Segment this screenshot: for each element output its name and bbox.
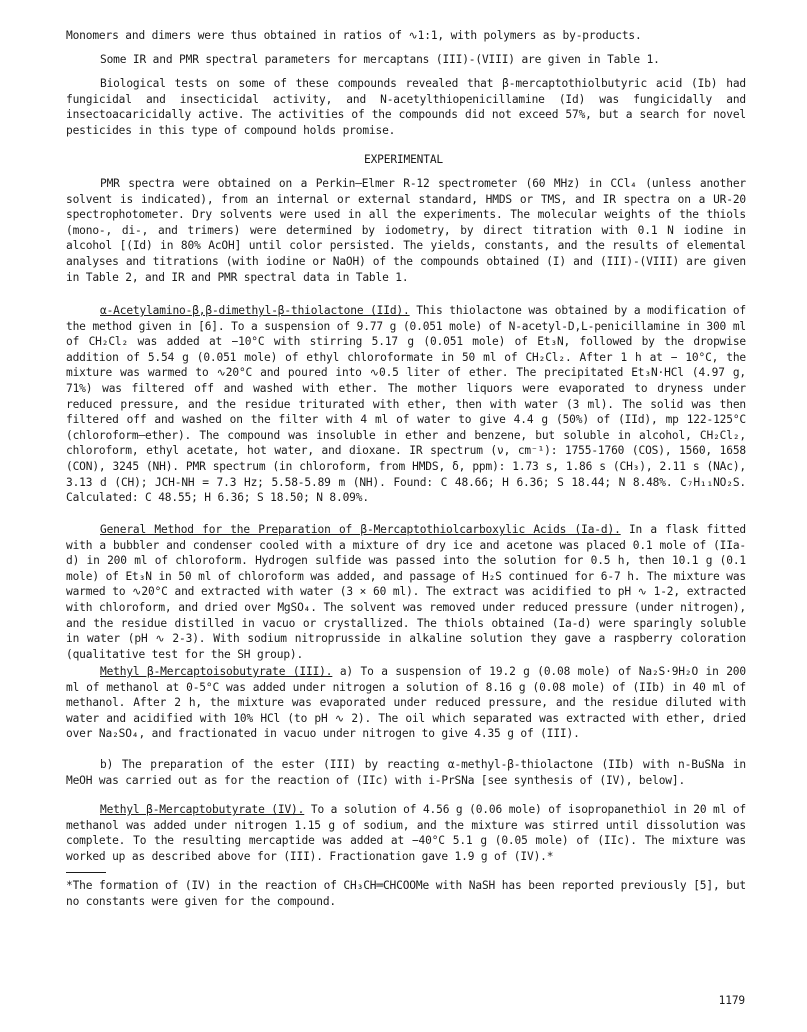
paragraph-text: PMR spectra were obtained on a Perkin—Elmer R-12 spectrometer (60 MHz) in CCl₄ (unless another solvent is indicated), from an internal or external standard, HMDS or TMS, and IR spectra on a UR-20 spectrophotometer. Dry solvents were used in all the experiments. The molecular weights of the thiols (mono-, di-, and trimers) were determined by iodometry, by direct titration with 0.1 N iodine in alcohol [(Id) in 80% AcOH] until color persisted. The yields, constants, and the results of elemental analyses and titrations (with iodine or NaOH) of the compounds obtained (I) and (III)-(VIII) are given in Table 2, and IR and PMR spectral data in Table 1.: [66, 177, 746, 284]
footnote-text: *The formation of (IV) in the reaction of CH₃CH═CHCOOMe with NaSH has been reported previously [5], but no constants were given for the compound.: [66, 879, 746, 908]
subsection-title: Methyl β-Mercaptobutyrate (IV).: [100, 803, 305, 816]
paragraph-methyl-mercaptoisobutyrate: [66, 664, 746, 742]
paragraph-text: a) To a suspension of 19.2 g (0.08 mole) of Na₂S·9H₂O in 200 ml of methanol at 0-5°C was added under nitrogen a solution of 8.16 g (0.08 mole) of (IIb) in 40 ml of methanol. After 2 h, the mixture was evaporated under reduced pressure, and the residue diluted with water and acidified with 10% HCl (to pH ∿ 2). The oil which separated was extracted with ether, dried over Na₂SO₄, and fractionated in vacuo under nitrogen to give 4.35 g of (III).: [66, 665, 746, 741]
paragraph-general-method: [66, 522, 746, 662]
paragraph-text: b) The preparation of the ester (III) by reacting α-methyl-β-thiolactone (IIb) with n-BuSNa in MeOH was carried out as for the reaction of (IIc) with i-PrSNa [see synthesis of (IV), below].: [66, 758, 746, 787]
paragraph-text: Some IR and PMR spectral parameters for mercaptans (III)-(VIII) are given in Table 1.: [100, 53, 660, 66]
paragraph-ester-preparation: [66, 757, 746, 788]
paragraph-pmr-spectra: [66, 176, 746, 285]
paragraph-methyl-mercaptobutyrate: [66, 802, 746, 864]
paragraph-text: Biological tests on some of these compounds revealed that β-mercaptothiolbutyric acid (Ib) had fungicidal and insecticidal activity, and N-acetylthiopenicillamine (Id) was fungicidally and insectoacaricidally active. The activities of the compounds did not exceed 57%, but a search for novel pesticides in this type of compound holds promise.: [66, 77, 746, 137]
subsection-title: Methyl β-Mercaptoisobutyrate (III).: [100, 665, 333, 678]
paragraph-text: To a solution of 4.56 g (0.06 mole) of isopropanethiol in 20 ml of methanol was added under nitrogen 1.15 g of sodium, and the mixture was stirred until dissolution was complete. To the resulting mercaptide was added at −40°C 5.1 g (0.05 mole) of (IIc). The mixture was worked up as described above for (III). Fractionation gave 1.9 g of (IV).*: [66, 803, 746, 863]
subsection-title: General Method for the Preparation of β-Mercaptothiolcarboxylic Acids (Ia-d).: [100, 523, 621, 536]
page-number: 1179: [718, 994, 745, 1007]
paragraph-thiolactone-IId: [66, 303, 746, 506]
subsection-title: α-Acetylamino-β,β-dimethyl-β-thiolactone (IId).: [100, 304, 410, 317]
paragraph-biological-tests: [66, 76, 746, 138]
paragraph-ir-pmr: [66, 52, 746, 68]
section-heading-experimental: EXPERIMENTAL: [363, 153, 444, 166]
paragraph-text: In a flask fitted with a bubbler and condenser cooled with a mixture of dry ice and acetone was placed 0.1 mole of (IIa-d) in 200 ml of chloroform. Hydrogen sulfide was passed into the solution for 0.5 h, then 10.1 g (0.1 mole) of Et₃N in 50 ml of chloroform was added, and passage of H₂S continued for 6-7 h. The mixture was warmed to ∿20°C and extracted with water (3 × 60 ml). The extract was acidified to pH ∿ 1-2, extracted with chloroform, and dried over MgSO₄. The solvent was removed under reduced pressure (under nitrogen), and the residue distilled in vacuo or crystallized. The thiols obtained (Ia-d) were sparingly soluble in water (pH ∿ 2-3). With sodium nitroprusside in alkaline solution they gave a raspberry coloration (qualitative test for the SH group).: [66, 523, 746, 661]
paragraph-text: This thiolactone was obtained by a modification of the method given in [6]. To a suspension of 9.77 g (0.051 mole) of N-acetyl-D,L-penicillamine in 300 ml of CH₂Cl₂ was added at −10°C with stirring 5.17 g (0.051 mole) of Et₃N, followed by the dropwise addition of 5.54 g (0.051 mole) of ethyl chloroformate in 50 ml of CH₂Cl₂. After 1 h at − 10°C, the mixture was warmed to ∿20°C and poured into ∿0.5 liter of ether. The precipitated Et₃N·HCl (4.97 g, 71%) was filtered off and washed with ether. The mother liquors were evaporated to dryness under reduced pressure, and the residue triturated with ether, then with water (3 ml). The solid was then filtered off and washed on the filter with 4 ml of water to give 4.4 g (50%) of (IId), mp 122-125°C (chloroform—ether). The compound was insoluble in ether and benzene, but soluble in alcohol, CH₂Cl₂, chloroform, ethyl acetate, hot water, and dioxane. IR spectrum (ν, cm⁻¹): 1755-1760 (COS), 1560, 1658 (CON), 3245 (NH). PMR spectrum (in chloroform, from HMDS, δ, ppm): 1.73 s, 1.86 s (CH₃), 2.11 s (NAc), 3.13 d (CH); JCH-NH = 7.3 Hz; 5.58-5.89 m (NH). Found: C 48.66; H 6.36; S 18.44; N 8.48%. C₇H₁₁NO₂S. Calculated: C 48.55; H 6.36; S 18.50; N 8.09%.: [66, 304, 746, 505]
paragraph-text: Monomers and dimers were thus obtained in ratios of ∿1:1, with polymers as by-products.: [66, 29, 642, 42]
footnote: [66, 878, 746, 909]
footnote-divider: [66, 872, 106, 873]
paragraph-monomers: [66, 28, 746, 44]
